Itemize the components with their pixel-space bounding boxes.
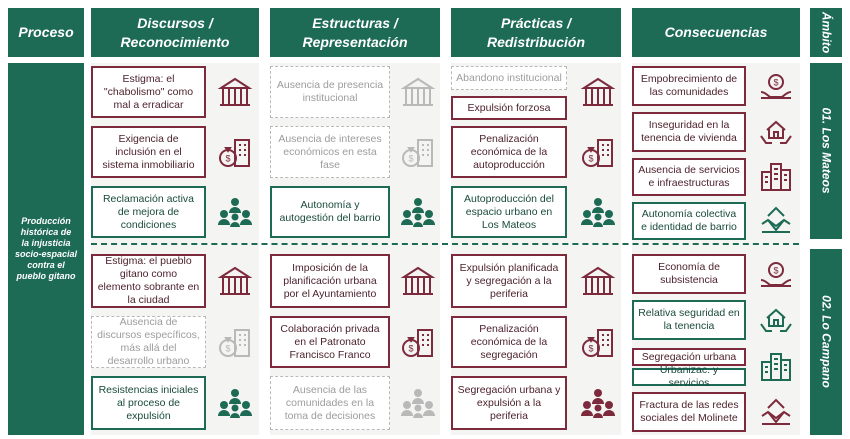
- lm-consecuencia-3: [632, 158, 746, 196]
- lc-practica-2: [451, 316, 567, 368]
- lm-discurso-3-text: Reclamación activa de mejora de condiciones: [102, 192, 195, 231]
- lm-estructura-2-text: Ausencia de intereses económicos en esta fase: [278, 132, 382, 171]
- institution-icon: [580, 74, 616, 110]
- lm-estructura-1-text: Ausencia de presencia institucional: [276, 79, 384, 104]
- community-group-icon: [580, 385, 616, 421]
- header-estructuras: [270, 8, 440, 57]
- lc-practica-1: [451, 254, 567, 308]
- lc-discurso-1: [91, 254, 206, 308]
- lc-consecuencia-5: [632, 392, 746, 432]
- section-separator: [91, 243, 799, 245]
- lm-practica-1: [451, 66, 567, 90]
- lm-consecuencia-1: [632, 66, 746, 106]
- lc-consecuencia-2: [632, 300, 746, 340]
- ambito-los-mateos-label: 01. Los Mateos: [819, 107, 834, 194]
- proceso-line-6: pueblo gitano: [16, 271, 76, 281]
- lm-discurso-1-text: Estigma: el "chabolismo" como mal a erradicar: [103, 72, 194, 111]
- lc-estructura-3-text: Ausencia de las comunidades en la toma de decisiones: [284, 383, 376, 422]
- header-discursos: [91, 8, 259, 57]
- house-hands-icon: [758, 302, 794, 338]
- money-bag-building-icon: [580, 134, 616, 170]
- money-bag-building-icon: [400, 324, 436, 360]
- lm-consecuencia-4-text: Autonomía colectiva e identidad de barrio: [641, 208, 737, 233]
- lc-consecuencia-4: [632, 364, 746, 389]
- lm-discurso-1: [91, 66, 206, 118]
- ambito-los-mateos: [810, 63, 842, 239]
- proceso-line-1: Producción: [21, 216, 71, 226]
- money-bag-building-icon: [217, 324, 253, 360]
- lc-consecuencia-5-text: Fractura de las redes sociales del Molinete: [639, 399, 739, 424]
- ambito-lo-campano-label: 02. Lo Campano: [819, 295, 834, 388]
- lc-discurso-2-text: Ausencia de discursos específicos, más allá del desarrollo urbano: [97, 316, 200, 367]
- lm-consecuencia-1-text: Empobrecimiento de las comunidades: [640, 73, 738, 98]
- lc-estructura-1: [270, 254, 390, 308]
- lm-estructura-3: [270, 186, 390, 238]
- lm-practica-4: [451, 186, 567, 238]
- header-proceso: [8, 8, 84, 57]
- proceso-line-2: histórica de: [20, 227, 72, 237]
- lm-practica-3: [451, 126, 567, 178]
- lm-discurso-2: [91, 126, 206, 178]
- money-bag-building-icon: [580, 324, 616, 360]
- header-consecuencias: [632, 8, 800, 57]
- lc-consecuencia-2-text: Relativa seguridad en la tenencia: [638, 307, 740, 332]
- lm-practica-2: [451, 96, 567, 120]
- institution-icon: [400, 263, 436, 299]
- lm-discurso-2-text: Exigencia de inclusión en el sistema inmobiliario: [102, 132, 195, 171]
- lc-discurso-1-text: Estigma: el pueblo gitano como elemento sobrante en la ciudad: [97, 255, 200, 306]
- lc-estructura-3: [270, 376, 390, 430]
- svg-text:$: $: [408, 343, 414, 354]
- ambito-lo-campano: [810, 249, 842, 435]
- lm-practica-2-text: Expulsión forzosa: [467, 101, 551, 114]
- lc-practica-3: [451, 376, 567, 430]
- lc-discurso-3: [91, 376, 206, 430]
- hand-coin-icon: [758, 256, 794, 292]
- community-group-icon: [580, 194, 616, 230]
- institution-icon: [400, 74, 436, 110]
- lm-practica-1-text: Abandono institucional: [456, 71, 562, 84]
- money-bag-building-icon: [217, 134, 253, 170]
- city-buildings-icon: [758, 348, 794, 384]
- svg-text:$: $: [588, 343, 594, 354]
- lm-consecuencia-4: [632, 202, 746, 240]
- institution-icon: [580, 263, 616, 299]
- header-practicas-line2: Redistribución: [486, 33, 585, 50]
- proceso-line-4: socio-espacial: [14, 249, 78, 259]
- lm-consecuencia-2: [632, 112, 746, 152]
- header-discursos-line1: Discursos /: [137, 14, 213, 31]
- lm-discurso-3: [91, 186, 206, 238]
- lc-consecuencia-1: [632, 254, 746, 294]
- svg-text:$: $: [773, 77, 779, 88]
- header-estructuras-line2: Representación: [302, 33, 408, 50]
- community-group-icon: [217, 194, 253, 230]
- lc-consecuencia-3-text: Segregación urbana: [641, 350, 737, 363]
- svg-text:$: $: [408, 153, 414, 164]
- lm-consecuencia-2-text: Inseguridad en la tenencia de vivienda: [641, 119, 737, 144]
- proceso-line-3: la injusticia: [21, 238, 71, 248]
- lm-consecuencia-3-text: Ausencia de servicios e infraestructuras: [638, 164, 740, 189]
- community-group-icon: [400, 194, 436, 230]
- lm-practica-4-text: Autoproducción del espacio urbano en Los Mateos: [464, 192, 554, 231]
- svg-text:$: $: [773, 265, 779, 276]
- city-buildings-icon: [758, 158, 794, 194]
- lc-practica-3-text: Segregación urbana y expulsión a la periferia: [457, 383, 561, 422]
- header-practicas-line1: Prácticas /: [500, 14, 572, 31]
- community-group-icon: [217, 385, 253, 421]
- lc-discurso-3-text: Resistencias iniciales al proceso de expulsión: [98, 383, 199, 422]
- header-discursos-line2: Reconocimiento: [120, 33, 230, 50]
- lm-practica-3-text: Penalización económica de la autoproducción: [470, 132, 548, 171]
- lc-consecuencia-1-text: Economía de subsistencia: [658, 261, 720, 286]
- lc-practica-1-text: Expulsión planificada y segregación a la periferia: [459, 261, 559, 300]
- lm-estructura-2: [270, 126, 390, 178]
- header-estructuras-line1: Estructuras /: [312, 14, 398, 31]
- lm-estructura-3-text: Autonomía y autogestión del barrio: [279, 199, 381, 224]
- header-ambito-label: Ámbito: [819, 11, 834, 54]
- handshake-broken-icon: [758, 394, 794, 430]
- svg-text:$: $: [225, 343, 231, 354]
- proceso-line-5: contra el: [27, 260, 65, 270]
- lm-estructura-1: [270, 66, 390, 118]
- community-group-icon: [400, 385, 436, 421]
- institution-icon: [217, 263, 253, 299]
- hand-coin-icon: [758, 68, 794, 104]
- header-ambito: [810, 8, 842, 57]
- lc-practica-2-text: Penalización económica de la segregación: [470, 322, 548, 361]
- svg-text:$: $: [588, 153, 594, 164]
- house-hands-icon: [758, 114, 794, 150]
- lc-discurso-2: [91, 316, 206, 368]
- institution-icon: [217, 74, 253, 110]
- money-bag-building-icon: [400, 134, 436, 170]
- header-proceso-label: Proceso: [18, 24, 74, 40]
- lc-estructura-1-text: Imposición de la planificación urbana por el Ayuntamiento: [283, 261, 377, 300]
- header-consecuencias-label: Consecuencias: [664, 24, 768, 40]
- handshake-house-icon: [758, 202, 794, 238]
- lc-estructura-2-text: Colaboración privada en el Patronato Francisco Franco: [280, 322, 380, 361]
- header-practicas: [451, 8, 621, 57]
- lc-consecuencia-4-text: Urbanizac. y servicios: [659, 364, 719, 389]
- proceso-panel: [8, 63, 84, 435]
- lc-estructura-2: [270, 316, 390, 368]
- svg-text:$: $: [225, 153, 231, 164]
